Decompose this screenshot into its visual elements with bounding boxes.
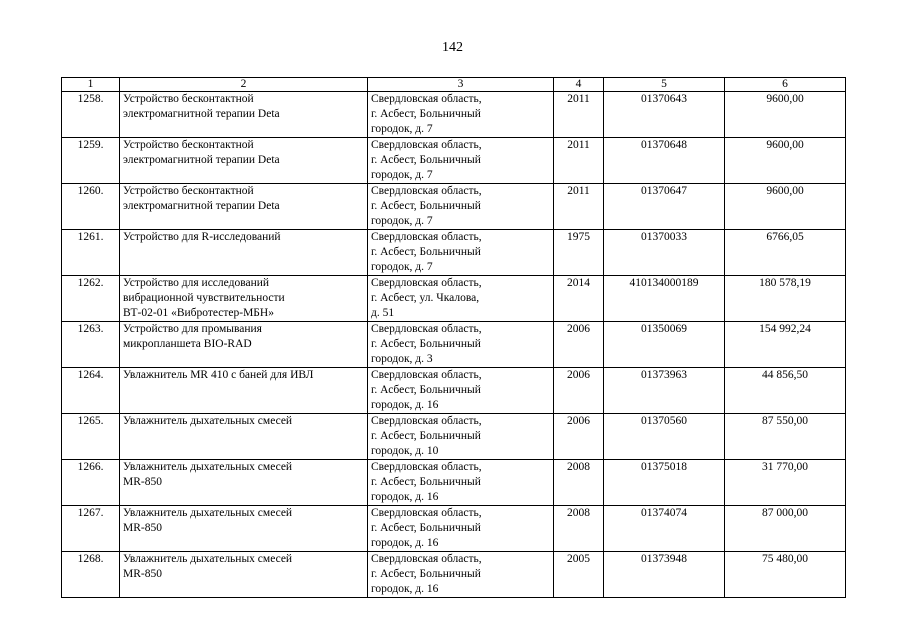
item-name-line: электромагнитной терапии Deta — [123, 108, 280, 120]
address-cell — [368, 276, 554, 322]
inventory-number-cell: 410134000189 — [604, 276, 725, 322]
item-name-line: Устройство бесконтактной — [123, 139, 254, 151]
row-number-cell: 1265. — [62, 414, 120, 460]
cost-cell: 9600,00 — [725, 92, 846, 138]
item-name-line: Увлажнитель дыхательных смесей — [123, 553, 293, 565]
address-line: городок, д. 7 — [371, 215, 433, 227]
address-line: г. Асбест, Больничный — [371, 476, 481, 488]
item-name-line: Увлажнитель дыхательных смесей — [123, 461, 293, 473]
property-register-table — [61, 77, 846, 598]
address-line: городок, д. 16 — [371, 583, 439, 595]
item-name-line: Устройство бесконтактной — [123, 185, 254, 197]
address-cell — [368, 92, 554, 138]
year-cell: 2006 — [554, 368, 604, 414]
item-name-cell — [120, 138, 368, 184]
cost-cell: 31 770,00 — [725, 460, 846, 506]
address-cell — [368, 368, 554, 414]
year-cell: 2008 — [554, 460, 604, 506]
cost-cell: 180 578,19 — [725, 276, 846, 322]
address-cell — [368, 138, 554, 184]
address-line: городок, д. 7 — [371, 261, 433, 273]
cost-cell: 154 992,24 — [725, 322, 846, 368]
item-name-cell — [120, 368, 368, 414]
item-name-line: Увлажнитель дыхательных смесей — [123, 415, 293, 427]
item-name-line: MR-850 — [123, 568, 162, 580]
item-name-cell — [120, 460, 368, 506]
address-cell — [368, 230, 554, 276]
row-number-cell: 1268. — [62, 552, 120, 598]
year-cell: 2014 — [554, 276, 604, 322]
address-line: городок, д. 16 — [371, 491, 439, 503]
item-name-line: вибрационной чувствительности — [123, 292, 285, 304]
table-row — [62, 184, 846, 230]
item-name-line: MR-850 — [123, 522, 162, 534]
cost-cell: 9600,00 — [725, 184, 846, 230]
item-name-line: MR-850 — [123, 476, 162, 488]
cost-cell: 44 856,50 — [725, 368, 846, 414]
address-line: Свердловская область, — [371, 553, 482, 565]
item-name-cell — [120, 230, 368, 276]
table-body — [62, 78, 846, 598]
address-line: Свердловская область, — [371, 231, 482, 243]
cost-cell: 6766,05 — [725, 230, 846, 276]
address-line: Свердловская область, — [371, 277, 482, 289]
table-row — [62, 368, 846, 414]
cost-cell: 9600,00 — [725, 138, 846, 184]
address-line: Свердловская область, — [371, 461, 482, 473]
address-line: г. Асбест, Больничный — [371, 246, 481, 258]
row-number-cell: 1262. — [62, 276, 120, 322]
item-name-cell — [120, 92, 368, 138]
address-cell — [368, 184, 554, 230]
item-name-line: Увлажнитель MR 410 с баней для ИВЛ — [123, 369, 314, 381]
address-line: городок, д. 7 — [371, 169, 433, 181]
table-row — [62, 322, 846, 368]
year-cell: 2005 — [554, 552, 604, 598]
address-cell — [368, 322, 554, 368]
column-header-2: 2 — [120, 78, 368, 92]
address-line: г. Асбест, ул. Чкалова, — [371, 292, 480, 304]
address-line: д. 51 — [371, 307, 395, 319]
item-name-cell — [120, 276, 368, 322]
column-header-1: 1 — [62, 78, 120, 92]
inventory-number-cell: 01370648 — [604, 138, 725, 184]
item-name-cell — [120, 414, 368, 460]
table-row — [62, 276, 846, 322]
cost-cell: 87 000,00 — [725, 506, 846, 552]
year-cell: 1975 — [554, 230, 604, 276]
column-header-5: 5 — [604, 78, 725, 92]
year-cell: 2011 — [554, 138, 604, 184]
table-row — [62, 506, 846, 552]
item-name-line: Устройство для промывания — [123, 323, 262, 335]
address-line: городок, д. 10 — [371, 445, 439, 457]
row-number-cell: 1267. — [62, 506, 120, 552]
table-row — [62, 552, 846, 598]
address-line: г. Асбест, Больничный — [371, 384, 481, 396]
address-line: г. Асбест, Больничный — [371, 338, 481, 350]
address-line: Свердловская область, — [371, 369, 482, 381]
inventory-number-cell: 01373963 — [604, 368, 725, 414]
item-name-line: Устройство бесконтактной — [123, 93, 254, 105]
address-line: городок, д. 7 — [371, 123, 433, 135]
item-name-cell — [120, 506, 368, 552]
address-line: г. Асбест, Больничный — [371, 154, 481, 166]
row-number-cell: 1266. — [62, 460, 120, 506]
item-name-line: Увлажнитель дыхательных смесей — [123, 507, 293, 519]
row-number-cell: 1264. — [62, 368, 120, 414]
column-header-6: 6 — [725, 78, 846, 92]
table-row — [62, 460, 846, 506]
inventory-number-cell: 01370560 — [604, 414, 725, 460]
item-name-line: электромагнитной терапии Deta — [123, 200, 280, 212]
address-line: г. Асбест, Больничный — [371, 568, 481, 580]
address-line: городок, д. 16 — [371, 537, 439, 549]
item-name-line: Устройство для исследований — [123, 277, 270, 289]
address-cell — [368, 460, 554, 506]
inventory-number-cell: 01373948 — [604, 552, 725, 598]
inventory-number-cell: 01370643 — [604, 92, 725, 138]
inventory-number-cell: 01370647 — [604, 184, 725, 230]
inventory-number-cell: 01374074 — [604, 506, 725, 552]
item-name-line: Устройство для R-исследований — [123, 231, 281, 243]
address-line: Свердловская область, — [371, 185, 482, 197]
row-number-cell: 1261. — [62, 230, 120, 276]
row-number-cell: 1258. — [62, 92, 120, 138]
item-name-cell — [120, 552, 368, 598]
address-cell — [368, 506, 554, 552]
address-line: г. Асбест, Больничный — [371, 200, 481, 212]
table-row — [62, 92, 846, 138]
address-line: Свердловская область, — [371, 507, 482, 519]
year-cell: 2011 — [554, 92, 604, 138]
address-line: Свердловская область, — [371, 323, 482, 335]
column-header-4: 4 — [554, 78, 604, 92]
row-number-cell: 1260. — [62, 184, 120, 230]
address-line: г. Асбест, Больничный — [371, 108, 481, 120]
item-name-line: ВТ-02-01 «Вибротестер-МБН» — [123, 307, 274, 319]
column-header-3: 3 — [368, 78, 554, 92]
inventory-number-cell: 01350069 — [604, 322, 725, 368]
cost-cell: 87 550,00 — [725, 414, 846, 460]
item-name-cell — [120, 322, 368, 368]
address-line: Свердловская область, — [371, 139, 482, 151]
row-number-cell: 1263. — [62, 322, 120, 368]
address-line: г. Асбест, Больничный — [371, 430, 481, 442]
address-line: г. Асбест, Больничный — [371, 522, 481, 534]
item-name-line: микропланшета BIO-RAD — [123, 338, 252, 350]
address-cell — [368, 414, 554, 460]
year-cell: 2008 — [554, 506, 604, 552]
table-header-row — [62, 78, 846, 92]
inventory-number-cell: 01375018 — [604, 460, 725, 506]
table-row — [62, 138, 846, 184]
address-line: городок, д. 16 — [371, 399, 439, 411]
address-line: Свердловская область, — [371, 415, 482, 427]
year-cell: 2006 — [554, 414, 604, 460]
table-row — [62, 230, 846, 276]
year-cell: 2006 — [554, 322, 604, 368]
inventory-number-cell: 01370033 — [604, 230, 725, 276]
item-name-line: электромагнитной терапии Deta — [123, 154, 280, 166]
page-number: 142 — [442, 40, 463, 55]
address-line: городок, д. 3 — [371, 353, 433, 365]
item-name-cell — [120, 184, 368, 230]
table-row — [62, 414, 846, 460]
year-cell: 2011 — [554, 184, 604, 230]
cost-cell: 75 480,00 — [725, 552, 846, 598]
row-number-cell: 1259. — [62, 138, 120, 184]
address-line: Свердловская область, — [371, 93, 482, 105]
address-cell — [368, 552, 554, 598]
